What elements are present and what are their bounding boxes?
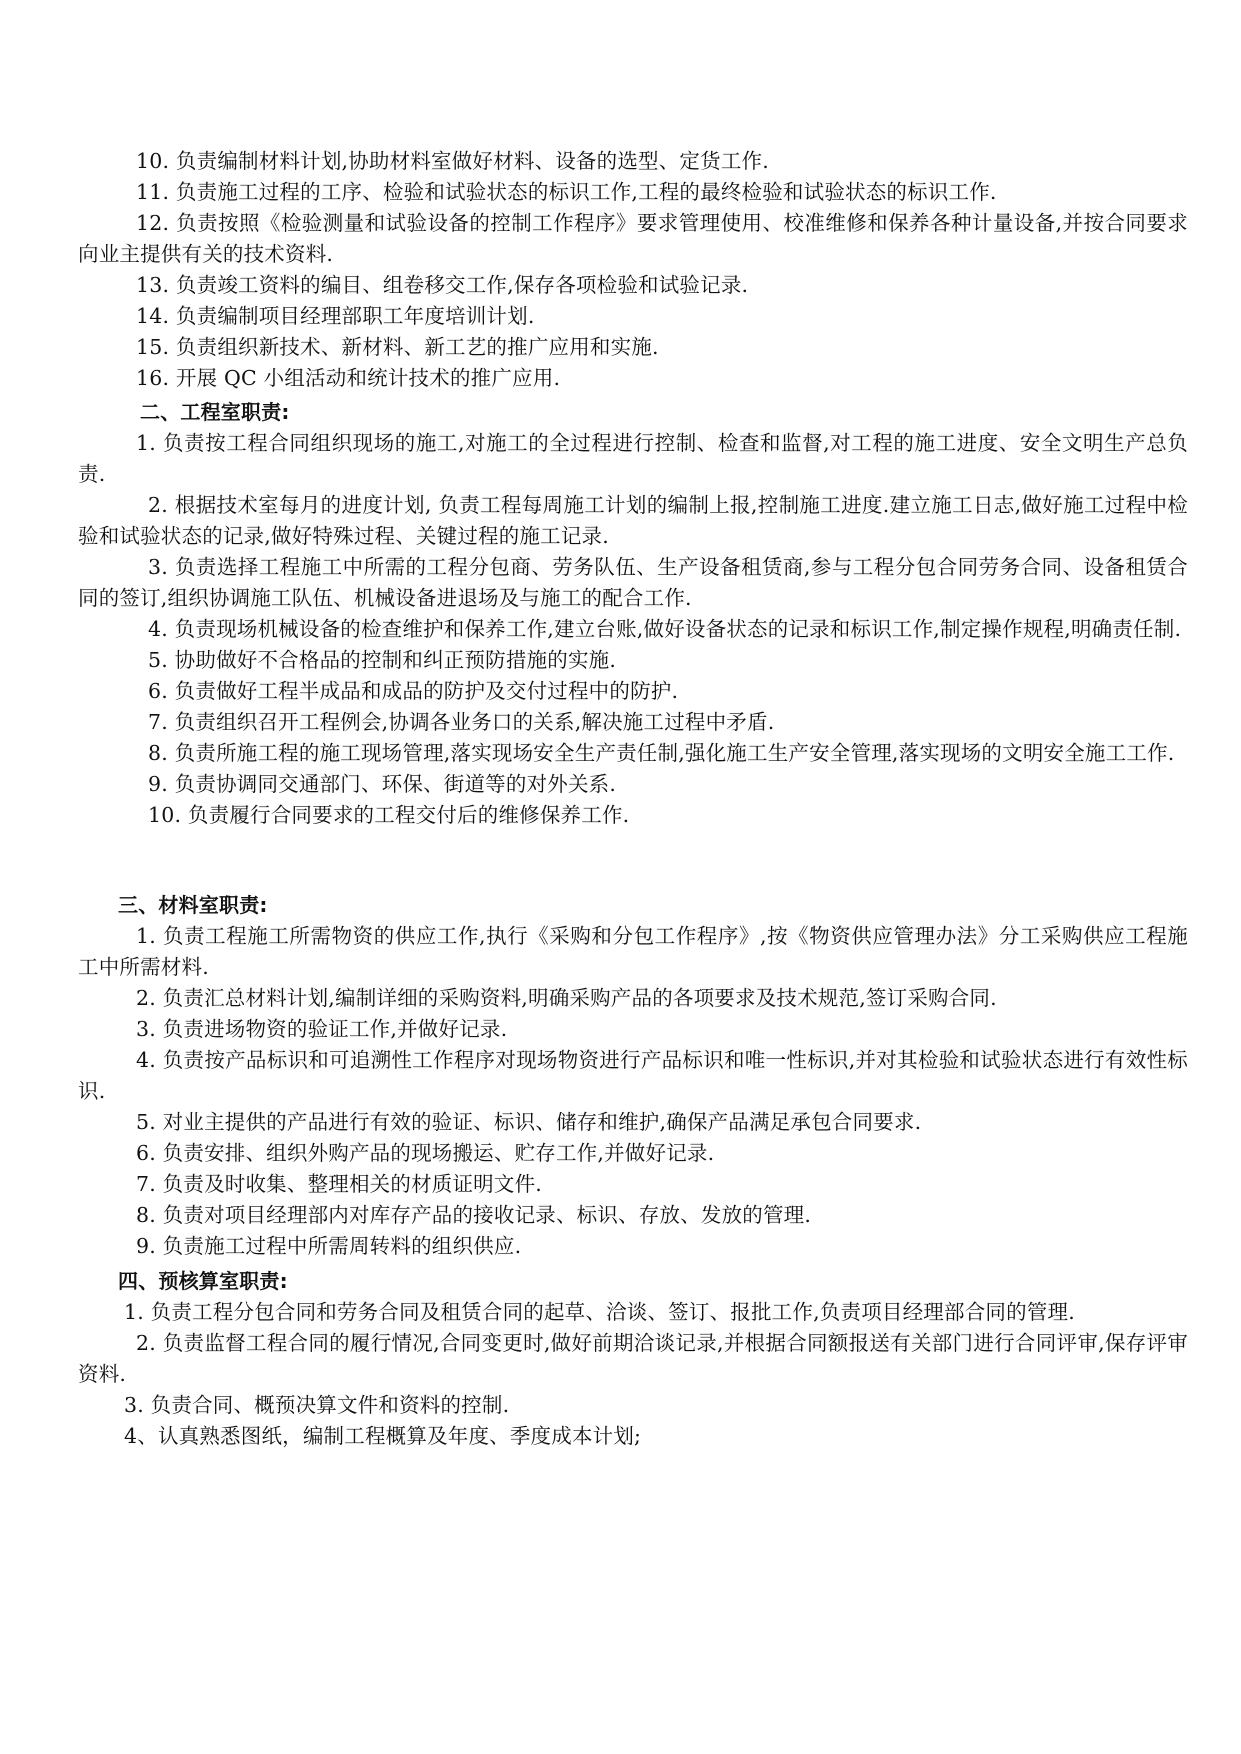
list-item: 3. 负责进场物资的验证工作,并做好记录. [136,1017,508,1041]
list-item: 6. 负责安排、组织外购产品的现场搬运、贮存工作,并做好记录. [136,1141,715,1165]
list-item: 9. 负责协调同交通部门、环保、街道等的对外关系. [148,772,617,796]
list-item: 13. 负责竣工资料的编目、组卷移交工作,保存各项检验和试验记录. [136,273,749,297]
list-item: 12. 负责按照《检验测量和试验设备的控制工作程序》要求管理使用、校准维修和保养各种计量设备,并按合同要求向业主提供有关的技术资料. [78,211,1188,266]
list-item: 6. 负责做好工程半成品和成品的防护及交付过程中的防护. [148,679,679,703]
section-heading: 四、预核算室职责: [118,1269,288,1293]
section-heading: 三、材料室职责: [118,893,268,917]
list-item: 4、认真熟悉图纸，编制工程概算及年度、季度成本计划; [124,1424,642,1448]
list-item: 2. 负责监督工程合同的履行情况,合同变更时,做好前期洽谈记录,并根据合同额报送有关部门进行合同评审,保存评审资料. [78,1331,1188,1386]
engineering-office-section [78,397,1188,831]
list-item: 1. 负责工程施工所需物资的供应工作,执行《采购和分包工作程序》,按《物资供应管理办法》分工采购供应工程施工中所需材料. [78,924,1188,979]
list-item: 5. 对业主提供的产品进行有效的验证、标识、储存和维护,确保产品满足承包合同要求. [136,1110,922,1134]
list-item: 16. 开展 QC 小组活动和统计技术的推广应用. [136,366,561,390]
list-item: 10. 负责履行合同要求的工程交付后的维修保养工作. [148,803,630,827]
section-heading: 二、工程室职责: [140,400,290,424]
list-item: 11. 负责施工过程的工序、检验和试验状态的标识工作,工程的最终检验和试验状态的标识工作. [136,180,997,204]
list-item: 4. 负责现场机械设备的检查维护和保养工作,建立台账,做好设备状态的记录和标识工作,制定操作规程,明确责任制. [148,617,1182,641]
list-item: 10. 负责编制材料计划,协助材料室做好材料、设备的选型、定货工作. [136,149,769,173]
list-item: 5. 协助做好不合格品的控制和纠正预防措施的实施. [148,648,617,672]
budget-office-section [78,1266,1188,1452]
list-item: 1. 负责按工程合同组织现场的施工,对施工的全过程进行控制、检查和监督,对工程的施工进度、安全文明生产总负责. [78,431,1188,486]
list-item: 4. 负责按产品标识和可追溯性工作程序对现场物资进行产品标识和唯一性标识,并对其检验和试验状态进行有效性标识. [78,1048,1188,1103]
list-item: 7. 负责组织召开工程例会,协调各业务口的关系,解决施工过程中矛盾. [148,710,775,734]
list-item: 2. 负责汇总材料计划,编制详细的采购资料,明确采购产品的各项要求及技术规范,签订采购合同. [136,986,997,1010]
list-item: 3. 负责选择工程施工中所需的工程分包商、劳务队伍、生产设备租赁商,参与工程分包合同劳务合同、设备租赁合同的签订,组织协调施工队伍、机械设备进退场及与施工的配合工作. [78,555,1188,610]
list-item: 8. 负责对项目经理部内对库存产品的接收记录、标识、存放、发放的管理. [136,1203,812,1227]
list-item: 2. 根据技术室每月的进度计划, 负责工程每周施工计划的编制上报,控制施工进度.建立施工日志,做好施工过程中检验和试验状态的记录,做好特殊过程、关键过程的施工记录. [78,493,1188,548]
list-item: 1. 负责工程分包合同和劳务合同及租赁合同的起草、洽谈、签订、报批工作,负责项目经理部合同的管理. [124,1300,1075,1324]
list-item: 3. 负责合同、概预决算文件和资料的控制. [124,1393,510,1417]
materials-office-section [78,890,1188,1262]
tech-office-items [78,146,1188,394]
list-item: 14. 负责编制项目经理部职工年度培训计划. [136,304,535,328]
list-item: 15. 负责组织新技术、新材料、新工艺的推广应用和实施. [136,335,659,359]
list-item: 9. 负责施工过程中所需周转料的组织供应. [136,1234,522,1258]
list-item: 8. 负责所施工程的施工现场管理,落实现场安全生产责任制,强化施工生产安全管理,落实现场的文明安全施工工作. [148,741,1175,765]
list-item: 7. 负责及时收集、整理相关的材质证明文件. [136,1172,542,1196]
